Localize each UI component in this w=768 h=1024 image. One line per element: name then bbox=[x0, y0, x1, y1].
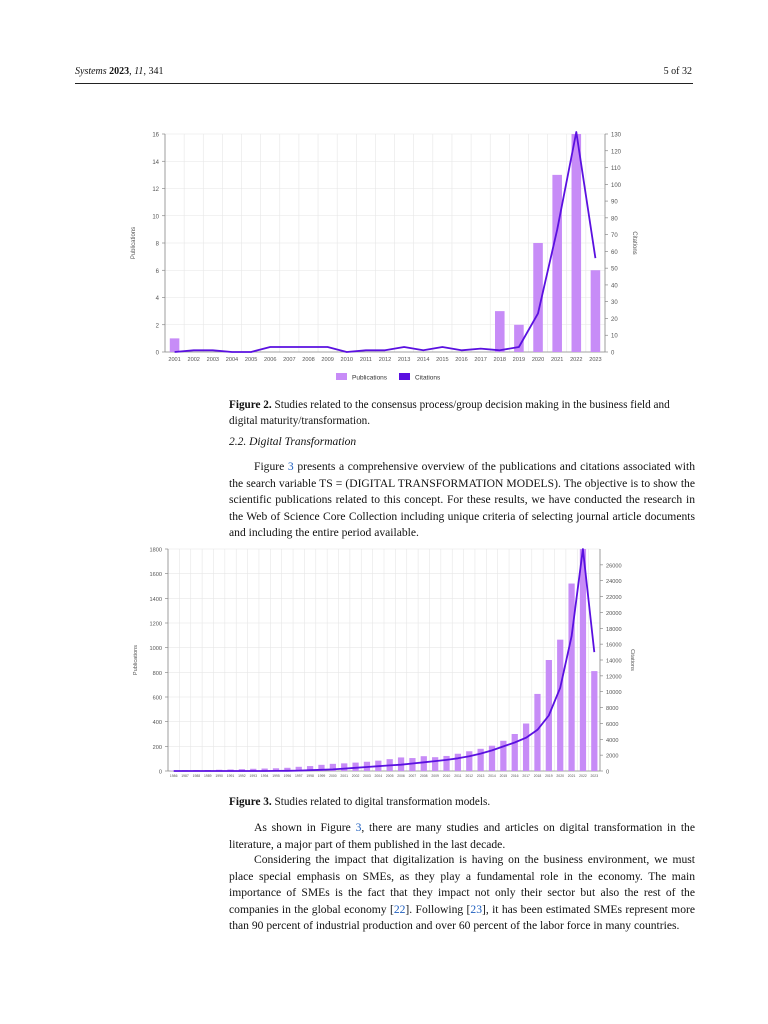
y2-tick-label: 12000 bbox=[606, 674, 622, 681]
y2-axis-title: Citations bbox=[631, 231, 637, 255]
y-tick-label: 16 bbox=[152, 132, 159, 139]
journal-volume: 11 bbox=[134, 66, 144, 77]
y2-tick-label: 4000 bbox=[606, 737, 619, 744]
x-tick-label: 2017 bbox=[522, 774, 530, 778]
x-tick-label: 2018 bbox=[493, 357, 507, 363]
paragraph-3: Considering the impact that digitalization is having on the business environment, we must place special emphasis on SMEs, as they play a fundamental role in the economy. The main importance of SMEs is the fact that they impact not only their sector but also the rest of the companies in the global economy [22]. Following [23], it has been estimated SMEs represent more than 90 percent of industrial production and over 60 percent of the labor force in many countries. bbox=[229, 853, 696, 932]
publications-bar bbox=[572, 134, 582, 352]
paragraph-2: As shown in Figure 3, there are many studies and articles on digital transformation in the literature, a major part of them published in the last decade. bbox=[229, 821, 696, 851]
x-tick-label: 2018 bbox=[533, 774, 542, 778]
y-tick-label: 1400 bbox=[149, 596, 162, 603]
y-tick-label: 14 bbox=[152, 159, 159, 166]
publications-bar bbox=[455, 754, 461, 771]
y-tick-label: 4 bbox=[155, 296, 159, 302]
x-tick-label: 2021 bbox=[567, 774, 576, 778]
x-tick-label: 1994 bbox=[260, 774, 269, 778]
legend-swatch-citations bbox=[399, 373, 410, 380]
y-tick-label: 200 bbox=[152, 744, 162, 751]
x-tick-label: 2004 bbox=[225, 357, 239, 363]
x-tick-label: 2006 bbox=[263, 357, 277, 363]
y-tick-label: 2 bbox=[155, 323, 159, 330]
publications-bar bbox=[432, 757, 438, 771]
y-tick-label: 1000 bbox=[149, 646, 162, 653]
x-tick-label: 2022 bbox=[579, 774, 587, 778]
journal-year: 2023 bbox=[109, 66, 130, 77]
x-tick-label: 2020 bbox=[556, 774, 564, 778]
x-tick-label: 2008 bbox=[420, 774, 428, 778]
figure2-caption-text: Studies related to the consensus process/group decision making in the business field and digital maturity/transformation. bbox=[229, 399, 670, 427]
x-tick-label: 2012 bbox=[465, 774, 474, 778]
x-tick-label: 1991 bbox=[226, 774, 235, 778]
y2-tick-label: 20 bbox=[611, 316, 618, 323]
publications-bar bbox=[170, 338, 180, 352]
citations-line bbox=[175, 132, 596, 352]
x-tick-label: 2004 bbox=[374, 774, 383, 778]
y2-tick-label: 2000 bbox=[606, 753, 619, 760]
legend-swatch-publications bbox=[336, 373, 347, 380]
publications-bar bbox=[557, 640, 563, 771]
x-tick-label: 2013 bbox=[397, 357, 411, 363]
publications-bar bbox=[591, 671, 597, 771]
y2-tick-label: 10 bbox=[611, 333, 618, 340]
publications-bar bbox=[552, 175, 562, 352]
y-tick-label: 8 bbox=[155, 241, 159, 248]
section-heading: 2.2. Digital Transformation bbox=[229, 436, 357, 448]
x-tick-label: 1999 bbox=[317, 774, 326, 778]
x-tick-label: 2001 bbox=[340, 774, 348, 778]
y2-tick-label: 130 bbox=[611, 132, 622, 139]
y2-tick-label: 70 bbox=[611, 233, 618, 240]
y2-tick-label: 120 bbox=[611, 149, 622, 156]
y-tick-label: 12 bbox=[152, 187, 159, 193]
figure2-caption-label: Figure 2. bbox=[229, 399, 272, 411]
y2-tick-label: 22000 bbox=[606, 595, 622, 602]
y-axis-title: Publications bbox=[133, 644, 139, 676]
x-tick-label: 2008 bbox=[302, 357, 315, 363]
x-tick-label: 2003 bbox=[206, 357, 220, 363]
figure2-caption bbox=[229, 397, 695, 429]
x-tick-label: 2021 bbox=[550, 357, 564, 363]
x-tick-label: 2014 bbox=[488, 774, 496, 778]
y2-axis-title: Citations bbox=[629, 649, 635, 671]
x-tick-label: 1988 bbox=[192, 774, 201, 778]
x-tick-label: 2001 bbox=[168, 357, 181, 363]
x-tick-label: 1998 bbox=[306, 774, 314, 778]
publications-bar bbox=[580, 549, 586, 771]
x-tick-label: 2012 bbox=[378, 357, 392, 363]
x-tick-label: 2010 bbox=[442, 774, 451, 778]
figure3-chart bbox=[125, 543, 645, 793]
y2-tick-label: 110 bbox=[611, 166, 621, 173]
y2-tick-label: 8000 bbox=[606, 706, 619, 713]
x-tick-label: 1990 bbox=[215, 774, 223, 778]
running-header: Systems 2023, 11, 341 bbox=[75, 66, 164, 77]
y-tick-label: 600 bbox=[152, 695, 162, 702]
publications-bar bbox=[534, 694, 540, 771]
y-tick-label: 10 bbox=[152, 214, 159, 221]
publications-bar bbox=[512, 734, 518, 771]
y2-tick-label: 40 bbox=[611, 283, 618, 290]
x-tick-label: 2003 bbox=[363, 774, 371, 778]
x-tick-label: 2011 bbox=[359, 357, 372, 363]
x-tick-label: 2022 bbox=[570, 357, 583, 363]
x-tick-label: 2019 bbox=[545, 774, 553, 778]
y2-tick-label: 26000 bbox=[606, 563, 622, 570]
x-tick-label: 2014 bbox=[417, 357, 430, 363]
x-tick-label: 2011 bbox=[454, 774, 462, 778]
x-tick-label: 2015 bbox=[499, 774, 508, 778]
y2-tick-label: 50 bbox=[611, 266, 618, 273]
y-tick-label: 800 bbox=[152, 670, 162, 677]
figure2-chart bbox=[125, 120, 640, 390]
publications-bar bbox=[568, 584, 574, 771]
y2-tick-label: 10000 bbox=[606, 690, 622, 697]
x-tick-label: 2010 bbox=[340, 357, 353, 363]
y2-tick-label: 16000 bbox=[606, 642, 622, 649]
y-tick-label: 400 bbox=[152, 720, 162, 727]
figure3-caption-label: Figure 3. bbox=[229, 796, 272, 808]
y2-tick-label: 60 bbox=[611, 249, 618, 256]
publications-bar bbox=[591, 270, 601, 352]
figure3-caption-text: Studies related to digital transformation models. bbox=[274, 796, 491, 808]
x-tick-label: 2019 bbox=[512, 357, 526, 363]
x-tick-label: 1996 bbox=[283, 774, 292, 778]
x-tick-label: 2007 bbox=[283, 357, 296, 363]
x-tick-label: 1995 bbox=[272, 774, 280, 778]
figure-ref-link[interactable]: 3 bbox=[287, 460, 294, 473]
x-tick-label: 2000 bbox=[329, 774, 337, 778]
y-axis-title: Publications bbox=[131, 226, 137, 260]
x-tick-label: 2007 bbox=[408, 774, 417, 778]
publications-bar bbox=[495, 311, 505, 352]
figure-ref-link[interactable]: 3 bbox=[355, 821, 362, 834]
x-tick-label: 2023 bbox=[590, 774, 599, 778]
x-tick-label: 2020 bbox=[531, 357, 545, 363]
x-tick-label: 1986 bbox=[169, 774, 178, 778]
page-number: 5 of 32 bbox=[663, 66, 692, 77]
legend-label-publications: Publications bbox=[352, 374, 388, 382]
y-tick-label: 1800 bbox=[149, 547, 162, 554]
y-tick-label: 0 bbox=[158, 769, 162, 776]
citation-ref-link[interactable]: 22 bbox=[393, 902, 406, 916]
y-tick-label: 6 bbox=[155, 268, 159, 275]
y-tick-label: 0 bbox=[155, 350, 159, 357]
y2-tick-label: 30 bbox=[611, 300, 618, 307]
y-tick-label: 1600 bbox=[149, 572, 162, 579]
y2-tick-label: 18000 bbox=[606, 626, 622, 633]
y2-tick-label: 90 bbox=[611, 199, 618, 206]
x-tick-label: 1987 bbox=[181, 774, 189, 778]
publications-bar bbox=[466, 751, 472, 771]
y2-tick-label: 0 bbox=[606, 769, 610, 776]
x-tick-label: 2015 bbox=[436, 357, 449, 363]
paragraph-1: Figure 3 presents a comprehensive overview of the publications and citations associated with the search variable TS = (DIGITAL TRANSFORMATION MODELS). The objective is to show the scientific publications related to this concept. For these results, we have conducted the research in the Web of Science Core Collection including unique criteria of selecting journal article documents and including the entire period available. bbox=[229, 460, 696, 539]
x-tick-label: 2005 bbox=[385, 774, 394, 778]
y2-tick-label: 0 bbox=[611, 350, 615, 357]
x-tick-label: 2006 bbox=[397, 774, 405, 778]
x-tick-label: 2016 bbox=[455, 357, 468, 363]
figure3-caption bbox=[229, 794, 695, 810]
x-tick-label: 2009 bbox=[431, 774, 439, 778]
x-tick-label: 1993 bbox=[249, 774, 258, 778]
publications-bar bbox=[421, 756, 427, 771]
article-number: 341 bbox=[148, 66, 164, 77]
y2-tick-label: 20000 bbox=[606, 610, 622, 617]
y2-tick-label: 100 bbox=[611, 182, 622, 189]
y-tick-label: 1200 bbox=[149, 621, 162, 628]
x-tick-label: 2016 bbox=[510, 774, 519, 778]
x-tick-label: 2002 bbox=[351, 774, 360, 778]
publications-bar bbox=[523, 724, 529, 771]
y2-tick-label: 6000 bbox=[606, 721, 619, 728]
header-rule bbox=[75, 83, 693, 84]
x-tick-label: 2023 bbox=[589, 357, 602, 363]
x-tick-label: 1997 bbox=[294, 774, 303, 778]
y2-tick-label: 24000 bbox=[606, 579, 622, 586]
x-tick-label: 2002 bbox=[187, 357, 200, 363]
legend-label-citations: Citations bbox=[415, 374, 441, 382]
y2-tick-label: 80 bbox=[611, 216, 618, 223]
x-tick-label: 1989 bbox=[204, 774, 212, 778]
citation-ref-link[interactable]: 23 bbox=[470, 902, 482, 916]
x-tick-label: 2013 bbox=[476, 774, 485, 778]
x-tick-label: 2017 bbox=[474, 357, 487, 363]
publications-bar bbox=[443, 756, 449, 771]
x-tick-label: 2009 bbox=[321, 357, 334, 363]
y2-tick-label: 14000 bbox=[606, 658, 622, 665]
publications-bar bbox=[341, 763, 347, 771]
x-tick-label: 1992 bbox=[238, 774, 246, 778]
journal-name: Systems bbox=[75, 66, 107, 77]
x-tick-label: 2005 bbox=[244, 357, 258, 363]
